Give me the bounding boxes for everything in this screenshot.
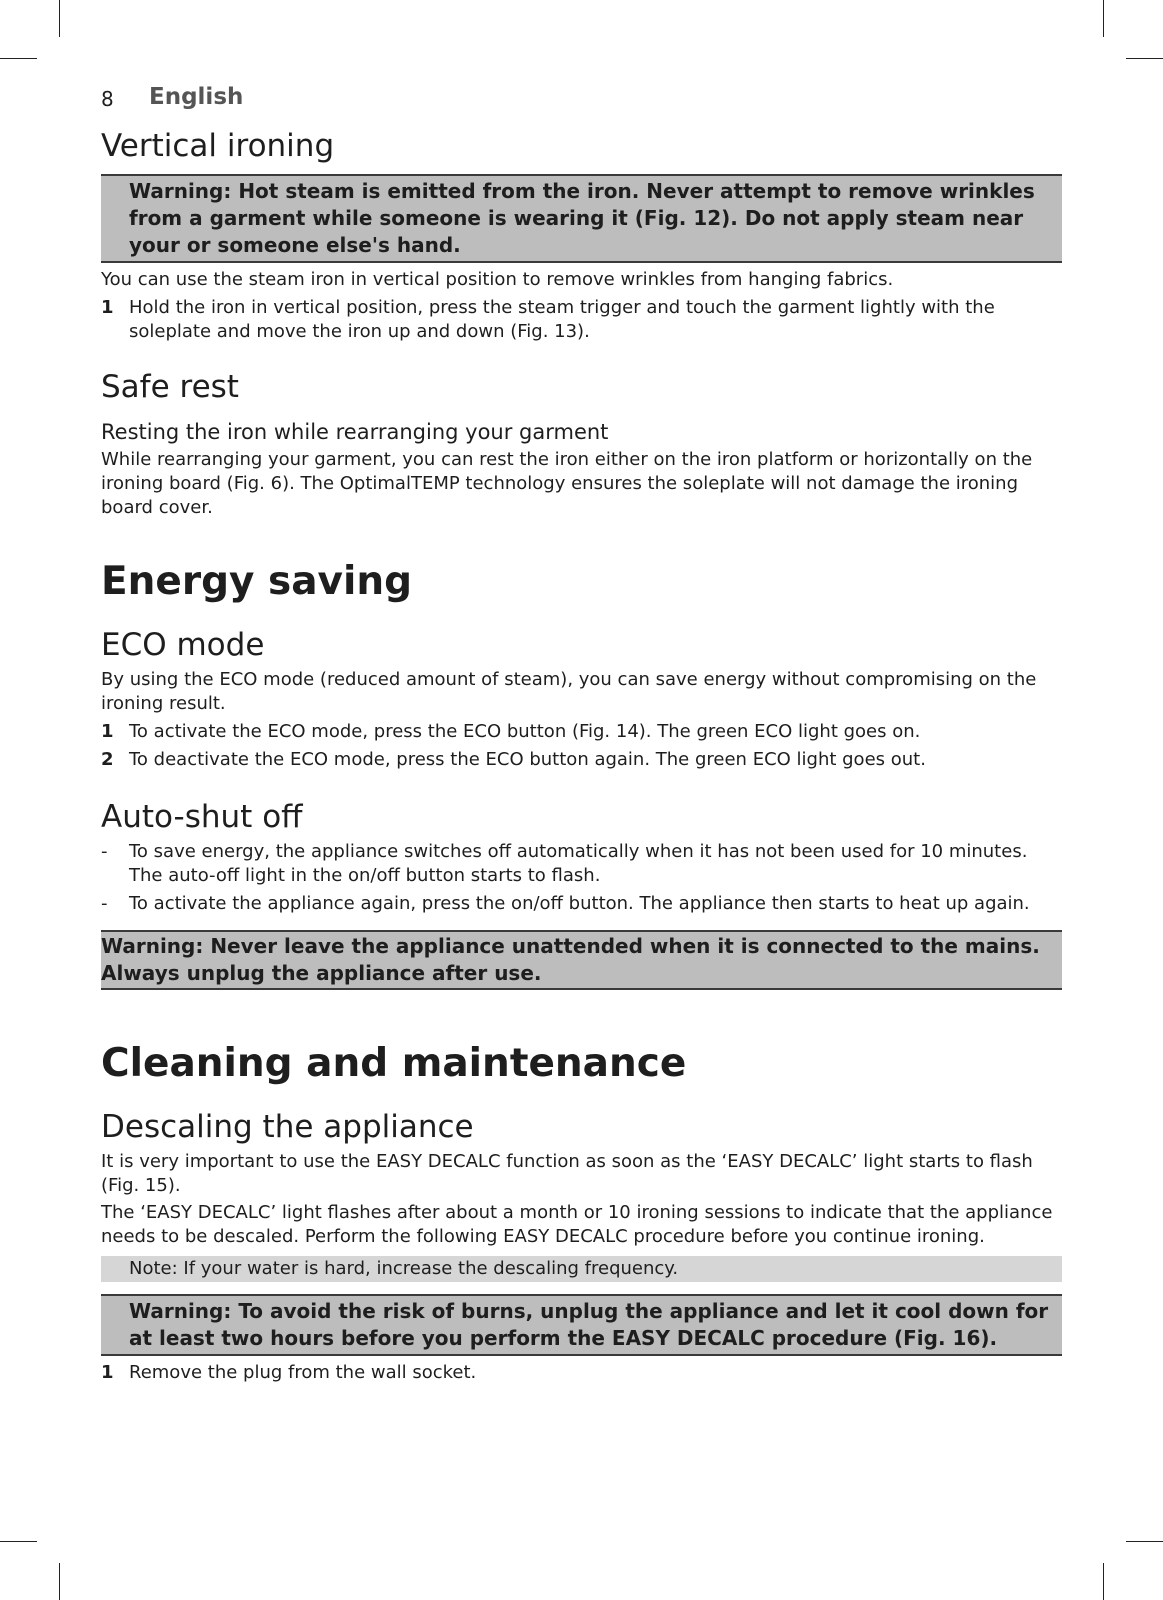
step-number: 1 <box>101 721 114 742</box>
note-box-hard-water: Note: If your water is hard, increase the descaling frequency. <box>101 1256 1062 1282</box>
crop-mark <box>0 1541 37 1542</box>
vertical-ironing-title: Vertical ironing <box>101 128 335 164</box>
crop-mark <box>1103 1563 1104 1600</box>
cleaning-title: Cleaning and maintenance <box>101 1041 687 1086</box>
safe-rest-title: Safe rest <box>101 369 239 405</box>
step-number: 2 <box>101 749 114 770</box>
list-item <box>101 748 1062 772</box>
warning-box-burns: Warning: To avoid the risk of burns, unplug the appliance and let it cool down for at least two hours before you perform the EASY DECALC procedure (Fig. 16). <box>101 1294 1062 1356</box>
list-item <box>101 296 1062 344</box>
step-text: To deactivate the ECO mode, press the ECO button again. The green ECO light goes out. <box>129 749 926 770</box>
crop-mark <box>59 0 60 37</box>
page-number: 8 <box>101 87 114 111</box>
crop-mark <box>0 58 37 59</box>
step-text: Remove the plug from the wall socket. <box>129 1362 477 1383</box>
descaling-para-2: The ‘EASY DECALC’ light flashes after about a month or 10 ironing sessions to indicate that the appliance needs to be descaled. Perform the following EASY DECALC procedure before you continue ironing. <box>101 1202 1053 1247</box>
eco-mode-intro: By using the ECO mode (reduced amount of steam), you can save energy without compromising on the ironing result. <box>101 669 1037 714</box>
step-text: Hold the iron in vertical position, press the steam trigger and touch the garment lightly with the soleplate and move the iron up and down (Fig. 13). <box>129 297 995 342</box>
warning-box-steam: Warning: Hot steam is emitted from the iron. Never attempt to remove wrinkles from a garment while someone is wearing it (Fig. 12). Do not apply steam near your or someone else's hand. <box>101 174 1062 263</box>
auto-shut-off-title: Auto-shut off <box>101 799 303 835</box>
safe-rest-body: While rearranging your garment, you can rest the iron either on the iron platform or horizontally on the ironing board (Fig. 6). The OptimalTEMP technology ensures the soleplate will not damage the ironing board cover. <box>101 449 1033 518</box>
warning-box-unattended: Warning: Never leave the appliance unattended when it is connected to the mains. Always unplug the appliance after use. <box>101 930 1062 990</box>
energy-saving-title: Energy saving <box>101 559 413 604</box>
crop-mark <box>1103 0 1104 37</box>
list-item <box>101 840 1062 888</box>
bullet-text: To activate the appliance again, press the on/off button. The appliance then starts to heat up again. <box>129 893 1030 914</box>
bullet-text: To save energy, the appliance switches off automatically when it has not been used for 10 minutes. The auto-off light in the on/off button starts to flash. <box>129 841 1028 886</box>
descaling-title: Descaling the appliance <box>101 1109 474 1145</box>
step-text: To activate the ECO mode, press the ECO button (Fig. 14). The green ECO light goes on. <box>129 721 921 742</box>
eco-mode-title: ECO mode <box>101 627 265 663</box>
step-number: 1 <box>101 1362 114 1383</box>
safe-rest-subtitle: Resting the iron while rearranging your garment <box>101 420 609 444</box>
page-content <box>101 127 1062 1385</box>
bullet-dash: - <box>101 841 108 862</box>
crop-mark <box>1126 1541 1163 1542</box>
crop-mark <box>59 1563 60 1600</box>
vertical-ironing-intro: You can use the steam iron in vertical position to remove wrinkles from hanging fabrics. <box>101 269 894 290</box>
list-item <box>101 720 1062 744</box>
step-number: 1 <box>101 297 114 318</box>
crop-mark <box>1126 58 1163 59</box>
descaling-para-1: It is very important to use the EASY DECALC function as soon as the ‘EASY DECALC’ light starts to flash (Fig. 15). <box>101 1151 1033 1196</box>
list-item <box>101 1361 1062 1385</box>
bullet-dash: - <box>101 893 108 914</box>
list-item <box>101 892 1062 916</box>
page-language: English <box>149 84 244 110</box>
